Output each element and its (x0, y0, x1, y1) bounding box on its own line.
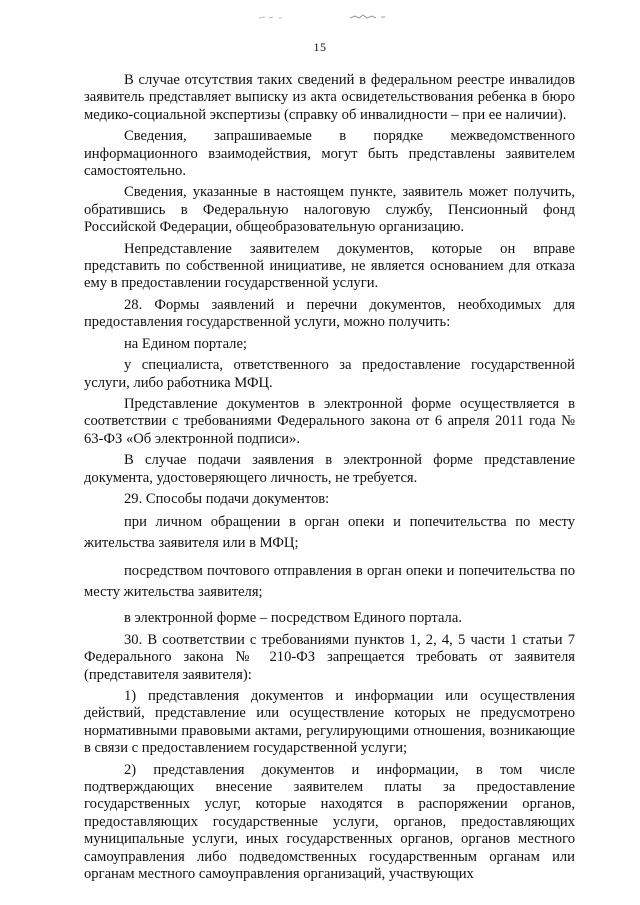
paragraph-interagency-info: Сведения, запрашиваемые в порядке межведомственного информационного взаимодействия, могут быть представлены заявителем самостоятельно. (84, 128, 575, 180)
document-body (84, 72, 575, 887)
paragraph-29-in-person: при личном обращении в орган опеки и попечительства по месту жительства заявителя или в МФЦ; (84, 514, 575, 552)
paragraph-28-forms: 28. Формы заявлений и перечни документов, необходимых для предоставления государственной услуги, можно получить: (84, 296, 575, 331)
scan-artifact-marks (255, 12, 405, 22)
paragraph-identity-document: В случае подачи заявления в электронной форме представление документа, удостоверяющего личность, не требуется. (84, 452, 575, 486)
paragraph-29-electronic: в электронной форме – посредством Единого портала. (124, 610, 462, 627)
paragraph-29-methods: 29. Способы подачи документов: (124, 490, 330, 507)
paragraph-info-sources: Сведения, указанные в настоящем пункте, заявитель может получить, обратившись в Федеральную налоговую службу, Пенсионный фонд Российской Федерации, общеобразовательную организацию. (84, 184, 575, 236)
paragraph-30-item-1: 1) представления документов и информации или осуществления действий, представление или осуществление которых не предусмотрено нормативными правовыми актами, регулирующими отношения, возникающие в связи с предоставлением государственной услуги; (84, 687, 575, 757)
paragraph-electronic-docs: Представление документов в электронной форме осуществляется в соответствии с требованиями Федерального закона от 6 апреля 2011 года № 63-ФЗ «Об электронной подписи». (84, 395, 575, 447)
paragraph-30-item-2: 2) представления документов и информации, в том числе подтверждающих внесение заявителем платы за предоставление государственных услуг, которые находятся в распоряжении органов, предоставляющих государственные услуги, органов, предоставляющих муниципальные услуги, иных государственных органов, органов местного самоуправления либо подведомственных государственным органам или органам местного самоуправления организаций, участвующих (84, 761, 575, 883)
page-number: 15 (313, 40, 327, 54)
paragraph-28-portal: на Едином портале; (124, 335, 247, 352)
paragraph-28-specialist: у специалиста, ответственного за предоставление государственной услуги, либо работника МФЦ. (84, 357, 575, 391)
paragraph-29-post: посредством почтового отправления в орган опеки и попечительства по месту жительства заявителя; (84, 563, 575, 601)
paragraph-30-requirements: 30. В соответствии с требованиями пунктов 1, 2, 4, 5 части 1 статьи 7 Федерального закона № 210-ФЗ запрещается требовать от заявителя (представителя заявителя): (84, 631, 575, 683)
paragraph-disability-statement: В случае отсутствия таких сведений в федеральном реестре инвалидов заявитель представляет выписку из акта освидетельствования ребенка в бюро медико-социальной экспертизы (справку об инвалидности – при ее наличии). (84, 72, 575, 123)
paragraph-non-submission: Непредставление заявителем документов, которые он вправе представить по собственной инициативе, не является основанием для отказа ему в предоставлении государственной услуги. (84, 240, 575, 292)
